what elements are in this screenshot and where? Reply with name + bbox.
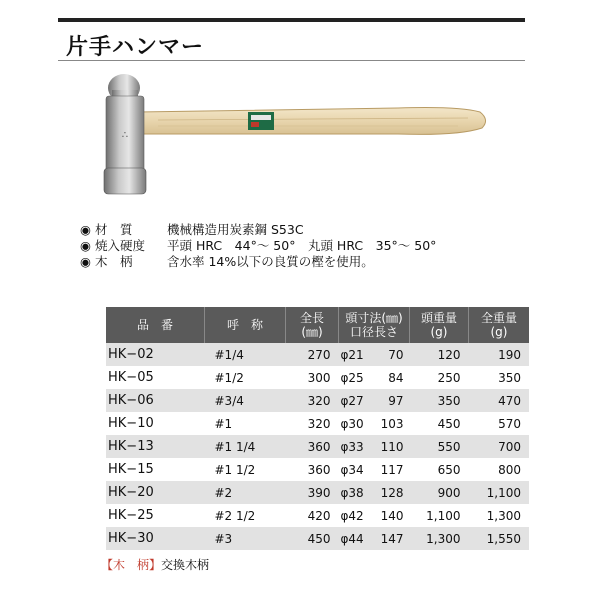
cell-model: HK−20 [106,481,205,504]
header-length [286,307,339,343]
bullet-icon: ◉ [80,222,91,237]
cell-diameter: φ27 [339,389,376,412]
cell-model: HK−05 [108,370,154,385]
header-total-weight-unit: (g) [490,325,508,339]
footnote [101,556,209,573]
cell-length: 320 [286,389,339,412]
cell-head-weight: 120 [410,343,469,366]
header-head-len: 長さ [374,325,399,339]
footnote-label: 【木 柄】 [101,558,162,572]
table-row [106,481,529,504]
table-row [106,504,529,527]
cell-length: 300 [307,370,331,385]
cell-head-weight: 1,100 [426,508,461,523]
cell-diameter: φ21 [339,343,376,366]
cell-diameter: φ44 [339,527,376,550]
cell-length: 360 [286,435,339,458]
cell-model: HK−06 [106,389,205,412]
cell-total-weight: 1,300 [486,508,521,523]
cell-head-length: 110 [375,435,410,458]
header-size: 呼 称 [205,307,286,343]
title-underline [58,60,525,61]
spec-list [80,222,436,270]
header-model: 品 番 [106,307,205,343]
cell-total-weight: 1,100 [469,481,530,504]
cell-length: 320 [307,416,331,431]
cell-size: #1/2 [214,370,244,385]
spec-material [80,222,436,238]
spec-handle [80,254,436,270]
spec-label: 焼入硬度 [95,238,146,253]
cell-model: HK−10 [108,416,154,431]
header-head-sub [339,325,409,339]
table-row [106,343,529,366]
cell-head-weight: 250 [437,370,461,385]
cell-size: #2 1/2 [214,508,256,523]
table-row [106,458,529,481]
header-length-unit: (㎜) [301,325,323,339]
hammer-image [98,68,498,198]
header-total-weight-label: 全重量 [480,311,517,325]
header-head-weight-unit: (g) [430,325,448,339]
table-row [106,366,529,389]
cell-length: 360 [307,462,331,477]
cell-length: 450 [286,527,339,550]
cell-size: #1 1/2 [214,462,256,477]
cell-size: #1/4 [205,343,286,366]
cell-head-length: 103 [380,416,404,431]
cell-diameter: φ34 [340,462,364,477]
cell-total-weight: 800 [498,462,521,477]
spec-value: 含水率 14%以下の良質の樫を使用。 [167,254,374,269]
cell-head-weight: 900 [410,481,469,504]
cell-head-length: 128 [375,481,410,504]
cell-total-weight: 570 [498,416,521,431]
cell-model: HK−02 [106,343,205,366]
table-header-row [106,307,529,343]
cell-size: #2 [205,481,286,504]
cell-size: #1 1/4 [205,435,286,458]
bullet-icon: ◉ [80,238,91,253]
cell-head-length: 70 [375,343,410,366]
cell-total-weight: 700 [469,435,530,458]
spec-label: 材 質 [95,222,133,237]
spec-table [106,307,529,550]
cell-size: #1 [214,416,233,431]
spec-label: 木 柄 [95,254,133,269]
cell-head-length: 97 [375,389,410,412]
cell-length: 420 [307,508,331,523]
spec-hardness [80,238,436,254]
title-rule [58,18,525,22]
page-title: 片手ハンマー [66,35,205,60]
header-head-dimensions [339,307,410,343]
table-row [106,412,529,435]
cell-total-weight: 350 [498,370,521,385]
cell-diameter: φ38 [339,481,376,504]
header-head-dia: 口径 [349,325,374,339]
header-head-dim-label: 頭寸法(㎜) [345,311,403,325]
cell-length: 390 [286,481,339,504]
cell-diameter: φ30 [340,416,364,431]
cell-head-length: 140 [380,508,404,523]
cell-model: HK−15 [108,462,154,477]
cell-head-weight: 650 [437,462,461,477]
table-row [106,435,529,458]
cell-model: HK−13 [106,435,205,458]
header-head-weight [410,307,469,343]
cell-total-weight: 190 [469,343,530,366]
header-head-weight-label: 頭重量 [420,311,457,325]
table-row [106,389,529,412]
footnote-text: 交換木柄 [161,558,210,572]
cell-length: 270 [286,343,339,366]
cell-head-weight: 550 [410,435,469,458]
cell-size: #3/4 [205,389,286,412]
header-length-label: 全長 [299,311,324,325]
cell-head-weight: 450 [437,416,461,431]
cell-model: HK−25 [108,508,154,523]
bullet-icon: ◉ [80,254,91,269]
cell-total-weight: 470 [469,389,530,412]
cell-size: #3 [205,527,286,550]
cell-head-weight: 350 [410,389,469,412]
table-row [106,527,529,550]
spec-value: 機械構造用炭素鋼 S53C [167,222,304,237]
cell-diameter: φ33 [339,435,376,458]
cell-head-length: 84 [388,370,404,385]
cell-diameter: φ42 [340,508,364,523]
cell-head-weight: 1,300 [410,527,469,550]
header-total-weight [469,307,530,343]
cell-head-length: 117 [380,462,404,477]
cell-head-length: 147 [375,527,410,550]
cell-diameter: φ25 [340,370,364,385]
spec-value: 平頭 HRC 44°～ 50° 丸頭 HRC 35°～ 50° [167,238,437,253]
cell-total-weight: 1,550 [469,527,530,550]
svg-text:∴: ∴ [121,130,129,141]
cell-model: HK−30 [106,527,205,550]
